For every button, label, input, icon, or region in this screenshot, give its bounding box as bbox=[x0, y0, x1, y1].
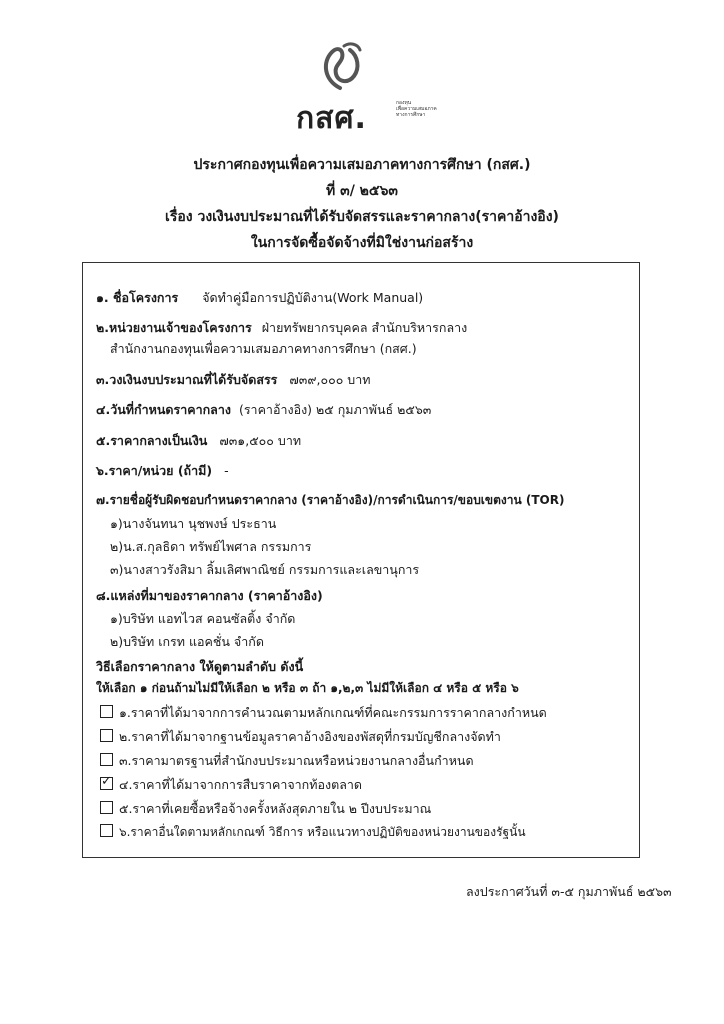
project-value: จัดทำคู่มือการปฏิบัติงาน(Work Manual) bbox=[202, 290, 424, 305]
method-option-label: ๓.ราคามาตรฐานที่สำนักงบประมาณหรือหน่วยงานกลางอื่นกำหนด bbox=[119, 753, 474, 768]
unit-price-value: - bbox=[224, 463, 229, 478]
method-option-label: ๑.ราคาที่ได้มาจากการคำนวณตามหลักเกณฑ์ที่คณะกรรมการราคากลางกำหนด bbox=[119, 705, 547, 720]
agency-value: ฝ่ายทรัพยากรบุคคล สำนักบริหารกลาง bbox=[261, 320, 468, 335]
project-label: ๑. ชื่อโครงการ bbox=[96, 290, 179, 305]
announcement-date: ลงประกาศวันที่ ๓-๕ กุมภาพันธ์ ๒๕๖๓ bbox=[466, 884, 672, 899]
heading-line-1: ประกาศกองทุนเพื่อความเสมอภาคทางการศึกษา (กสศ.) bbox=[193, 157, 531, 173]
logo-subtitle-line: กองทุน bbox=[396, 100, 412, 106]
method-option-6[interactable] bbox=[100, 823, 526, 842]
method-option-label: ๕.ราคาที่เคยซื้อหรือจ้างครั้งหลังสุดภายใน ๒ ปีงบประมาณ bbox=[119, 801, 432, 816]
eef-logo bbox=[296, 40, 446, 135]
method-option-4[interactable] bbox=[100, 775, 362, 795]
price-value: ๗๓๑,๕๐๐ บาท bbox=[219, 433, 302, 448]
budget-label: ๓.วงเงินงบประมาณที่ได้รับจัดสรร bbox=[96, 372, 278, 387]
method-option-2[interactable] bbox=[100, 727, 501, 747]
project-row bbox=[96, 288, 423, 308]
price-source: ๑)บริษัท แอทไวส คอนซัลติ้ง จำกัด bbox=[110, 611, 296, 626]
price-row bbox=[96, 431, 301, 451]
logo-subtitle-line: ทางการศึกษา bbox=[396, 112, 426, 118]
checkbox[interactable] bbox=[100, 801, 113, 814]
agency-row bbox=[96, 318, 467, 338]
method-rule: ให้เลือก ๑ ก่อนถ้ามไม่มีให้เลือก ๒ หรือ ๓ ถ้า ๑,๒,๓ ไม่มีให้เลือก ๔ หรือ ๕ หรือ ๖ bbox=[96, 681, 519, 695]
logo-subtitle bbox=[396, 100, 456, 118]
eef-logo-mark-icon bbox=[314, 40, 366, 92]
method-option-label: ๖.ราคาอื่นใดตามหลักเกณฑ์ วิธีการ หรือแนวทางปฏิบัติของหน่วยงานของรัฐนั้น bbox=[119, 825, 526, 839]
price-label: ๕.ราคากลางเป็นเงิน bbox=[96, 433, 208, 448]
agency-continuation: สำนักงานกองทุนเพื่อความเสมอภาคทางการศึกษา (กสศ.) bbox=[110, 341, 417, 356]
budget-value: ๗๓๙,๐๐๐ บาท bbox=[289, 372, 371, 387]
heading-line-4: ในการจัดซื้อจัดจ้างที่มิใช่งานก่อสร้าง bbox=[250, 235, 474, 251]
source-label: ๘.แหล่งที่มาของราคากลาง (ราคาอ้างอิง) bbox=[96, 588, 323, 603]
checkbox[interactable] bbox=[100, 729, 113, 742]
date-row bbox=[96, 400, 431, 420]
committee-member: ๒)น.ส.กุลธิดา ทรัพย์ไพศาล กรรมการ bbox=[110, 539, 312, 554]
checkbox[interactable] bbox=[100, 753, 113, 766]
checkbox[interactable] bbox=[100, 705, 113, 718]
checkbox[interactable] bbox=[100, 824, 113, 837]
checkbox-checked[interactable] bbox=[100, 777, 113, 790]
date-value: (ราคาอ้างอิง) ๒๕ กุมภาพันธ์ ๒๕๖๓ bbox=[238, 402, 432, 417]
method-option-1[interactable] bbox=[100, 703, 547, 723]
date-label: ๔.วันที่กำหนดราคากลาง bbox=[96, 402, 231, 417]
logo-subtitle-line: เพื่อความเสมอภาค bbox=[396, 106, 437, 112]
budget-row bbox=[96, 370, 371, 390]
method-title: วิธีเลือกราคากลาง ให้ดูตามลำดับ ดังนี้ bbox=[96, 659, 304, 674]
method-option-label: ๒.ราคาที่ได้มาจากฐานข้อมูลราคาอ้างอิงของพัสดุที่กรมบัญชีกลางจัดทำ bbox=[119, 729, 501, 744]
committee-member: ๑)นางจันทนา นุชพงษ์ ประธาน bbox=[110, 516, 277, 531]
unit-price-row bbox=[96, 461, 229, 481]
method-option-3[interactable] bbox=[100, 751, 474, 771]
logo-text: กสศ. bbox=[296, 101, 367, 136]
method-option-5[interactable] bbox=[100, 799, 431, 819]
agency-label: ๒.หน่วยงานเจ้าของโครงการ bbox=[96, 320, 252, 335]
heading-line-3: เรื่อง วงเงินงบประมาณที่ได้รับจัดสรรและราคากลาง(ราคาอ้างอิง) bbox=[165, 209, 559, 225]
unit-price-label: ๖.ราคา/หน่วย (ถ้ามี) bbox=[96, 463, 213, 478]
heading-line-2: ที่ ๓/ ๒๕๖๓ bbox=[326, 183, 398, 199]
price-source: ๒)บริษัท เกรท แอคชั่น จำกัด bbox=[110, 634, 264, 649]
committee-label: ๗.รายชื่อผู้รับผิดชอบกำหนดราคากลาง (ราคาอ้างอิง)/การดำเนินการ/ขอบเขตงาน (TOR) bbox=[96, 493, 565, 507]
committee-member: ๓)นางสาวรังสิมา ลิ้มเลิศพาณิชย์ กรรมการและเลขานุการ bbox=[110, 562, 420, 577]
method-option-label: ๔.ราคาที่ได้มาจากการสืบราคาจากท้องตลาด bbox=[119, 777, 363, 792]
